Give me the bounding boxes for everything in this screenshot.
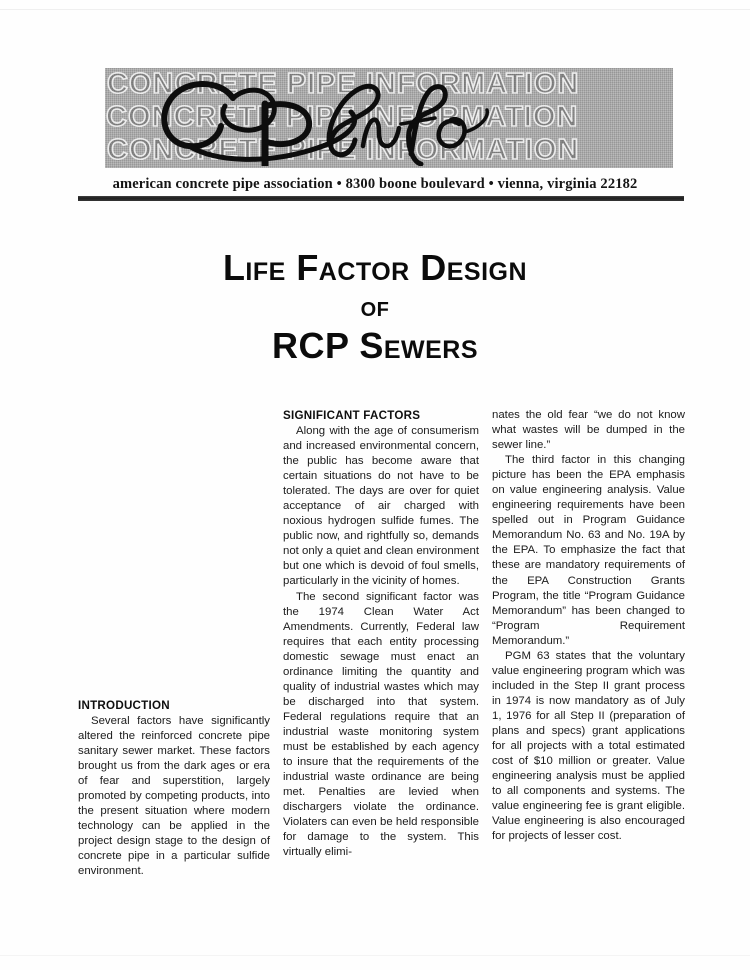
logo-band-row-2: CONCRETE PIPE INFORMATION bbox=[106, 102, 579, 133]
section-heading-significant-factors: SIGNIFICANT FACTORS bbox=[283, 409, 421, 422]
paragraph: PGM 63 states that the voluntary value engineering program which was included in the Step II grant process in 1974 is now mandatory as of July 1, 1976 for all Step II (preparation of plans and specs) grant applications for all projects with a total estimated cost of $10 million or greater. Value engineering analysis must be applied to all components and systems. The value engineering fee is grant eligible. Value engineering is also encouraged for projects of lesser cost. bbox=[492, 649, 685, 843]
body-column-1 bbox=[78, 698, 270, 880]
paragraph-continued: nates the old fear “we do not know what wastes will be dumped in the sewer line.” bbox=[492, 409, 685, 452]
body-column-2 bbox=[283, 408, 479, 860]
page-title-line-2: of bbox=[360, 291, 390, 323]
body-column-3 bbox=[492, 408, 685, 844]
paragraph: Along with the age of consumerism and increased environmental concern, the public has become aware that certain situations do not have to be tolerated. The days are over for quiet acceptance of air charged with noxious hydrogen sulfide fumes. The public now, and rightfully so, demands not only a quiet and clean environment but one which is devoid of foul smells, particularly in the vicinity of homes. bbox=[283, 425, 479, 588]
logo-band-row-3: CONCRETE PIPE INFORMATION bbox=[107, 135, 580, 166]
page-title-line-1: Life Factor Design bbox=[222, 247, 528, 288]
paragraph: Several factors have significantly altered the reinforced concrete pipe sanitary sewer market. These factors brought us from the dark ages or era of fear and superstition, largely promoted by competing products, into the present situation where modern technology can be applied in the project design stage to the design of concrete pipe in a particular sulfide environment. bbox=[78, 715, 270, 878]
scan-bottom-edge bbox=[0, 955, 750, 956]
page-title bbox=[0, 248, 750, 366]
paragraph: The second significant factor was the 1974 Clean Water Act Amendments. Currently, Federal law requires that each entity processing domestic sewage must enact an ordinance limiting the quantity and quality of industrial wastes which may be discharged into that system. Federal regulations require that an industrial waste monitoring system must be established by each agency to insure that the requirements of the industrial waste ordinance are being met. Penalties are levied when dischargers violate the ordinance. Violaters can even be held responsible for damage to the system. This virtually elimi- bbox=[283, 590, 479, 859]
masthead-logo bbox=[105, 68, 673, 168]
logo-band-background bbox=[105, 68, 673, 168]
logo-band-text-rows bbox=[105, 68, 673, 168]
paragraph: The third factor in this changing picture has been the EPA emphasis on value engineering analysis. Value engineering requirements have been spelled out in Program Guidance Memorandum No. 63 and No. 19A by the EPA. To emphasize the fact that these are mandatory requirements of the EPA Construction Grants Program, the title “Program Guidance Memorandum” has been changed to “Program Requirement Memorandum.” bbox=[492, 454, 685, 647]
scan-top-edge bbox=[0, 9, 750, 10]
masthead-horizontal-rule bbox=[78, 196, 684, 201]
page-title-line-3: RCP Sewers bbox=[271, 325, 479, 366]
section-heading-introduction: INTRODUCTION bbox=[78, 699, 170, 712]
masthead-tagline: american concrete pipe association • 8300 boone boulevard • vienna, virginia 22182 bbox=[112, 176, 638, 192]
logo-band-row-1: CONCRETE PIPE INFORMATION bbox=[107, 69, 580, 100]
